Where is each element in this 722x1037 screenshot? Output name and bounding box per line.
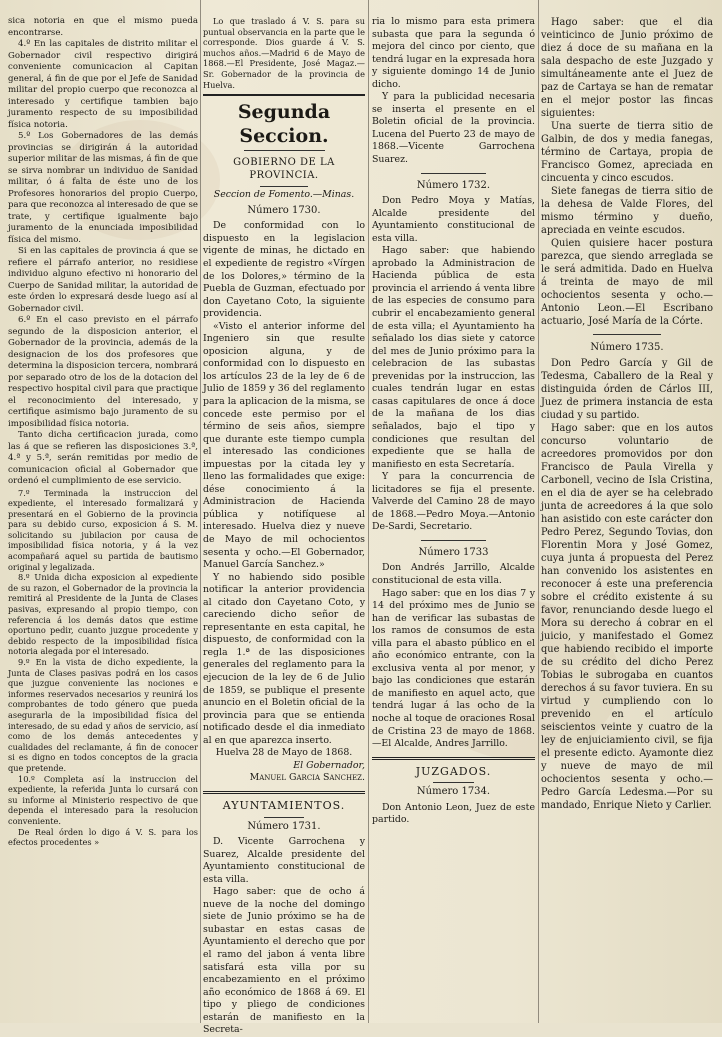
section-title: Segunda Seccion. — [237, 101, 331, 148]
paragraph: De conformidad con lo dispuesto en la legislacion vigente de minas, he dictado en el expediente de registro «Vírgen de los Dolores,» término de la Puebla de Guzman, efectuado por don Cayetano Coto, la siguiente providencia. — [203, 220, 365, 320]
divider — [203, 791, 365, 794]
paragraph: Si en las capitales de provincia á que se refiere el párrafo anterior, no residiese individuo alguno efectivo ni honorario del Cuerpo de Sanidad militar, la autoridad de este órden lo expresará desde luego así al Gobernador civil. — [8, 246, 198, 314]
paragraph: Hago saber: que en los autos concurso voluntario de acreedores promovidos por don Francisco de Paula Virella y Carbonell, vecino de Isla Cristina, en el dia de ayer se ha celebrado junta de acreedores á la que solo han asistido con este carácter don Pedro Perez, Segundo Tovias, don Florentin Mora y José Gomez, cuya junta á propuesta del Perez han convenido los asistentes en reconocer á este una preferencia sobre el crédito existente á su favor, renunciando desde luego el Mora su derecho á cobrar en el juicio, y manifestado el Gomez que habiendo recibido el importe de su crédito del dicho Perez Tobias le subrogaba en cuantos derechos á su favor tuviera. En su virtud y cumpliendo con lo prevenido en el artículo seiscientos veinte y cuatro de la ley de enjuiciamiento civil, se fija el presente edicto. Ayamonte diez y nueve de mayo de mil ochocientos sesenta y ocho.—Pedro García Ledesma.—Por su mandado, Enrique Nieto y Carlier. — [541, 423, 713, 811]
paragraph: «Visto el anterior informe del Ingeniero sin que resulte oposicion alguna, y de conformidad con lo dispuesto en los artículos 23 de la ley de 6 de Julio de 1859 y 36 del reglamento para la aplicacion de la misma, se concede este permiso por el término de seis años, siempre que durante este tiempo cumpla el interesado las condiciones impuestas por la citada ley y lleno las formalidades que exige: dése conocimiento á la Administracion de Hacienda pública y notifíquese al interesado. Huelva diez y nueve de Mayo de mil ochocientos sesenta y ocho.—El Gobernador, Manuel García Sanchez.» — [203, 320, 365, 571]
paragraph: Don Pedro Moya y Matías, Alcalde presidente del Ayuntamiento constitucional de esta villa. — [372, 195, 535, 244]
paragraph: Hago saber: que en los dias 7 y 14 del próximo mes de Junio se han de verificar las subastas de los ramos de consumos de esta villa para el abasto público en el año económico entrante, con la exclusiva venta al por menor, y bajo las condiciones que estarán de manifiesto en aquel acto, que tendrá lugar á las ocho de la noche al toque de oraciones Rosal de Cristina 23 de mayo de 1868.—El Alcalde, Andres Jarrillo. — [372, 587, 535, 750]
paragraph: D. Vicente Garrochena y Suarez, Alcalde presidente del Ayuntamiento constitucional de esta villa. — [203, 836, 365, 885]
notice-number: Número 1732. — [416, 179, 491, 191]
notice-number: Número 1730. — [247, 204, 321, 216]
divider — [593, 334, 662, 335]
column-rule — [538, 0, 539, 1023]
paragraph: 5.º Los Gobernadores de las demás provincias se dirigirán á la autoridad superior militar de las mismas, á fin de que se sirva nombrar un individuo de Sanidad militar, ó á falta de éste uno de los Profesores honorarios del propio Cuerpo, para que reconozca al interesado de que se trate, y certifique igualmente bajo juramento de la enunciada imposibilidad física del mismo. — [8, 131, 198, 245]
section-heading: JUZGADOS. — [415, 764, 492, 778]
paragraph: 4.º En las capitales de distrito militar el Gobernador civil respectivo dirigirá conveniente comunicacion al Capitan general, á fin de que por el Jefe de Sanidad militar del propio cuerpo que reconozca al interesado y certifique tambien bajo juramento respecto de su imposibilidad física notoria. — [8, 39, 198, 130]
divider — [244, 150, 325, 151]
paragraph: Hago saber: que el dia veinticinco de Junio próximo de diez á doce de su mañana en la sala despacho de este Juzgado y simultáneamente ante el Juez de paz de Cartaya se han de rematar en el mejor postor las fincas siguientes: — [541, 17, 713, 119]
dateline: Huelva 28 de Mayo de 1868. — [215, 747, 353, 759]
column-4 — [541, 16, 713, 1015]
notice-number: Número 1734. — [416, 786, 491, 798]
divider — [372, 757, 535, 760]
divider — [421, 540, 486, 541]
department-heading: GOBIERNO DE LA PROVINCIA. — [233, 157, 335, 181]
signature-title: El Gobernador, — [293, 759, 365, 771]
column-2 — [203, 16, 365, 1036]
divider — [260, 186, 309, 187]
paragraph: Don Antonio Leon, Juez de este partido. — [372, 801, 535, 826]
paragraph: Siete fanegas de tierra sitio de la dehesa de Valde Flores, del mismo término y dueño, apreciada en veinte escudos. — [541, 186, 713, 236]
paragraph: 10.º Completa así la instruccion del expediente, la referida Junta lo cursará con su informe al Ministerio respectivo de que dependa el interesado para la resolucion conveniente. — [8, 773, 198, 826]
notice-number: Número 1731. — [247, 820, 321, 832]
paragraph: Hago saber: que habiendo aprobado la Administracion de Hacienda pública de esta provincia el arriendo á venta libre de las especies de consumo para cubrir el encabezamiento general de esta villa; el Ayuntamiento ha señalado los dias siete y catorce del mes de Junio próximo para la celebracion de las subastas prevenidas por la instruccion, las cuales tendrán lugar en estas casas capitulares de once á doce de la mañana de los dias señalados, bajo el tipo y condiciones que resultan del expediente que se halla de manifiesto en esta Secretaría. — [372, 245, 535, 470]
paragraph: Lo que traslado á V. S. para su puntual observancia en la parte que le corresponde. Dios guarde á V. S. muchos años.—Madrid 6 de Mayo de 1868.—El Presidente, José Magaz.—Sr. Gobernador de la provincia de Huelva. — [203, 16, 365, 90]
paragraph: Y para la publicidad necesaria se inserta el presente en el Boletin oficial de la provincia. Lucena del Puerto 23 de mayo de 1868.—Vicente Garrochena Suarez. — [372, 91, 535, 166]
paragraph: Una suerte de tierra sitio de Galbin, de dos y media fanegas, término de Cartaya, propia de Francisco Gomez, apreciada en cincuenta y cinco escudos. — [541, 121, 713, 184]
column-3 — [372, 16, 535, 1015]
divider — [264, 817, 305, 818]
paragraph: 9.º En la vista de dicho expediente, la Junta de Clases pasivas podrá en los casos que juzgue conveniente las nociones e informes reservados necesarios y reunirá los comprobantes de todo género que pueda asegurarla de la imposibilidad física del interesado, de su edad y años de servicio, así como de los demás antecedentes y cualidades del reclamante, á fin de conocer si es digno en todos conceptos de la gracia que pretende. — [8, 657, 198, 773]
paragraph: ria lo mismo para esta primera subasta que para la segunda ó mejora del cinco por ciento, que tendrá lugar en la expresada hora y siguiente domingo 14 de Junio dicho. — [372, 16, 535, 90]
paragraph: Tanto dicha certificacion jurada, como las á que se refieren las disposiciones 3.ª, 4.ª y 5.ª, serán remitidas por medio de comunicacion oficial al Gobernador que ordenó el cumplimiento de ese servicio. — [8, 430, 198, 486]
column-1 — [8, 16, 198, 1015]
paragraph: Don Pedro García y Gil de Tedesma, Caballero de la Real y distinguida órden de Cárlos III, Juez de primera instancia de esta ciudad y su partido. — [541, 358, 713, 421]
paragraph: 6.º En el caso previsto en el párrafo segundo de la disposicion anterior, el Gobernador de la provincia, además de la designacion de los dos profesores que determina la disposicion tercera, nombrará por separado otro de los de la dotacion del respectivo hospital civil para que practique el reconocimiento del interesado, y certifique asimismo bajo juramento de su imposibilidad física notoria. — [8, 315, 198, 429]
paragraph: 8.º Unida dicha exposicion al expediente de su razon, el Gobernador de la provincia la remitirá al Presidente de la Junta de Clases pasivas, expresando al propio tiempo, con referencia á los demás datos que estime oportuno pedir, cuanto juzgue procedente y debido respecto de la imposibilidad física notoria alegada por el interesado. — [8, 572, 198, 657]
paragraph: Y para la concurrencia de licitadores se fija el presente. Valverde del Camino 28 de mayo de 1868.—Pedro Moya.—Antonio De-Sardi, Secretario. — [372, 471, 535, 533]
signature-name: Manuel Garcia Sanchez. — [249, 772, 365, 784]
paragraph: Y no habiendo sido posible notificar la anterior providencia al citado don Cayetano Coto, y careciendo dicho señor de representante en esta capital, he dispuesto, de conformidad con la regla 1.ª de las disposiciones generales del reglamento para la ejecucion de la ley de 6 de Julio de 1859, se publique el presente anuncio en el Boletin oficial de la provincia para que se entienda notificado desde el dia inmediato al en que aparezca inserto. — [203, 571, 365, 746]
section-heading: AYUNTAMIENTOS. — [222, 798, 346, 812]
paragraph: Don Andrés Jarrillo, Alcalde constitucional de esta villa. — [372, 562, 535, 586]
column-rule — [368, 0, 369, 1023]
paragraph: Hago saber: que de ocho á nueve de la noche del domingo siete de Junio próximo se ha de subastar en estas casas de Ayuntamiento el derecho que por el ramo del jabon á venta libre satisfará esta villa por su encabezamiento en el próximo año económico de 1868 á 69. El tipo y pliego de condiciones estarán de manifiesto en la Secreta- — [203, 886, 365, 1036]
notice-number: Número 1735. — [590, 342, 664, 353]
paragraph: De Real órden lo digo á V. S. para los efectos procedentes » — [8, 826, 198, 848]
divider — [421, 173, 486, 174]
divider — [433, 782, 474, 783]
paragraph: Quien quisiere hacer postura parezca, que siendo arreglada se le será admitida. Dado en Huelva á treinta de mayo de mil ochocientos sesenta y ocho.—Antonio Leon.—El Escribano actuario, José María de la Córte. — [541, 238, 713, 327]
paragraph: 7.º Terminada la instruccion del expediente, el interesado formalizará y presentará en el Gobierno de la provincia para su debido curso, exposicion á S. M. solicitando su jubilacion por causa de imposibilidad física notoria, y á la vez acompañará aquel su partida de bautismo original y legalizada. — [8, 487, 198, 572]
notice-number: Número 1733 — [418, 546, 489, 558]
divider — [203, 94, 365, 96]
paragraph: sica notoria en que el mismo pueda encontrarse. — [8, 16, 198, 38]
subsection-heading: Seccion de Fomento.—Minas. — [213, 189, 355, 201]
column-rule — [200, 0, 201, 1023]
